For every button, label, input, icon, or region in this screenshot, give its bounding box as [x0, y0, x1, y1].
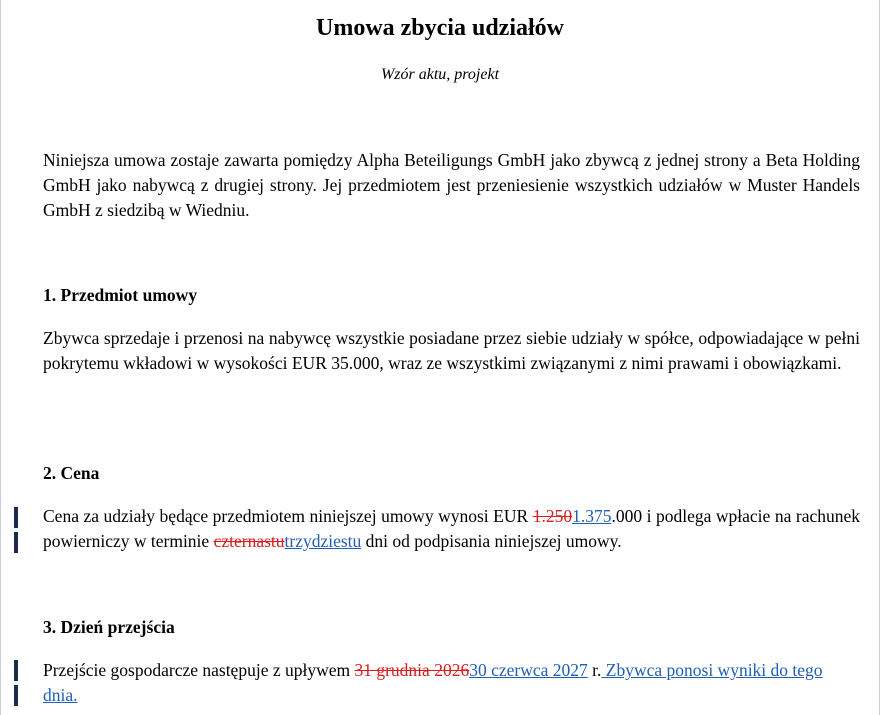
text-run: Przejście gospodarcze następuje z upływem — [43, 660, 355, 680]
text-run: Cena za udziały będące przedmiotem niniejszej umowy wynosi EUR — [43, 506, 533, 526]
text-run: r. — [587, 660, 602, 680]
intro-paragraph: Niniejsza umowa zostaje zawarta pomiędzy Alpha Beteiligungs GmbH jako zbywcą z jednej strony a Beta Holding GmbH jako nabywcą z drugiej strony. Jej przedmiotem jest przeniesienie wszystkich udziałów w Muster Handels GmbH z siedzibą w Wiedniu. — [43, 150, 860, 220]
section-price-paragraph — [43, 504, 860, 554]
tracked-deletion[interactable]: 1.250 — [532, 506, 573, 526]
document-subtitle: Wzór aktu, projekt — [380, 66, 500, 83]
tracked-insertion[interactable]: 30 czerwca 2027 — [469, 660, 588, 680]
text-run: dni od podpisania niniejszej umowy. — [361, 531, 622, 551]
section-heading-transfer-date: 3. Dzień przejścia — [43, 617, 175, 637]
section-heading-price: 2. Cena — [43, 463, 100, 483]
change-bar — [14, 685, 18, 706]
tracked-deletion[interactable]: czternastu — [213, 531, 285, 551]
tracked-insertion[interactable]: 1.375 — [572, 506, 612, 526]
section-heading-subject: 1. Przedmiot umowy — [43, 285, 198, 305]
change-bar — [14, 532, 18, 553]
section-transfer-paragraph — [43, 658, 860, 708]
tracked-insertion[interactable]: Zbywca ponosi wyniki do tego dnia. — [43, 660, 823, 705]
change-bar — [14, 507, 18, 528]
change-bar — [14, 660, 18, 681]
tracked-insertion[interactable]: trzydziestu — [284, 531, 362, 551]
tracked-deletion[interactable]: 31 grudnia 2026 — [354, 660, 470, 680]
document-title: Umowa zbycia udziałów — [316, 15, 564, 41]
text-run: .000 i podlega wpłacie na rachunek powierniczy w terminie — [43, 506, 860, 551]
section-subject-paragraph: Zbywca sprzedaje i przenosi na nabywcę wszystkie posiadane przez siebie udziały w spółce, odpowiadające w pełni pokrytemu wkładowi w wysokości EUR 35.000, wraz ze wszystkimi związanymi z nimi prawami i obowiązkami. — [43, 328, 860, 373]
